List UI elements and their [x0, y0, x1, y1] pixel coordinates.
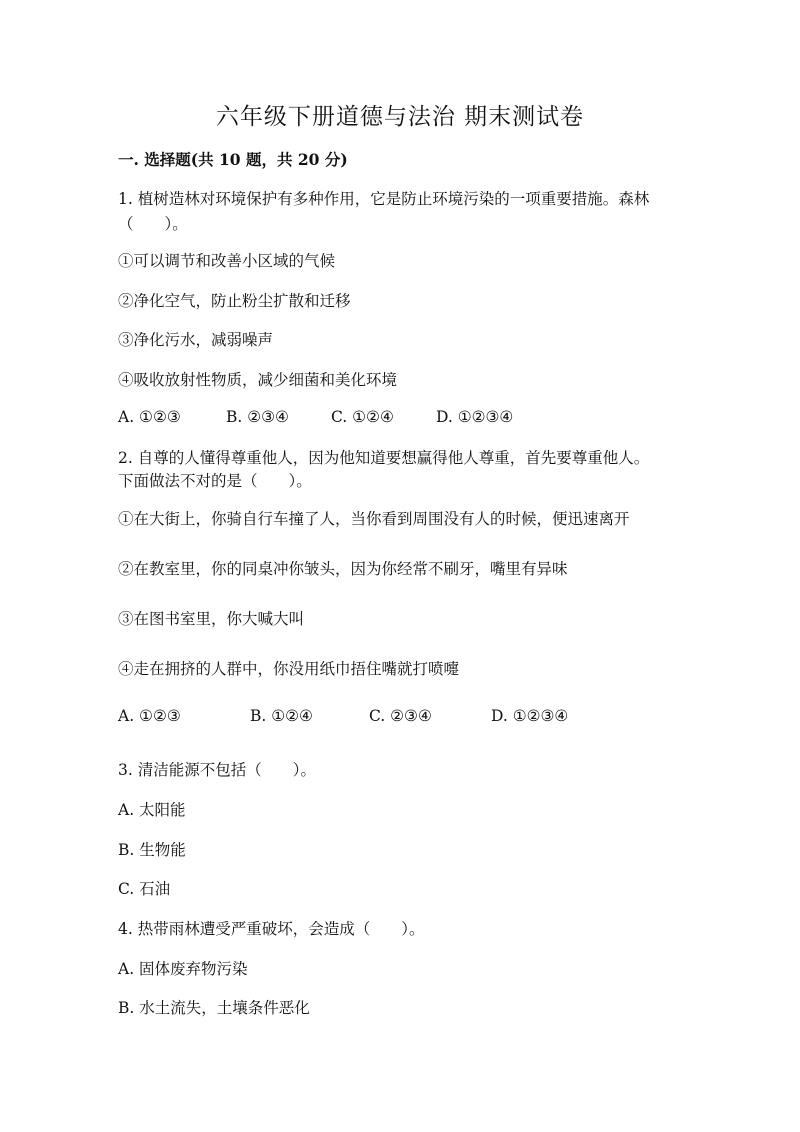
section-heading: 一. 选择题(共 10 题，共 20 分) — [118, 150, 348, 169]
q4-option-a: A. 固体废弃物污染 — [118, 960, 248, 978]
q1-item-1: ①可以调节和改善小区域的气候 — [118, 252, 336, 270]
q1-option-b: B. ②③④ — [226, 408, 289, 426]
q1-item-4: ④吸收放射性物质，减少细菌和美化环境 — [118, 371, 398, 389]
q3-stem: 3. 清洁能源不包括（ ）。 — [118, 761, 316, 779]
q1-stem-line2: （ ）。 — [118, 215, 188, 233]
q1-option-c: C. ①②④ — [331, 408, 394, 426]
q2-stem-line2: 下面做法不对的是（ ）。 — [118, 472, 312, 490]
q2-option-a: A. ①②③ — [118, 707, 181, 725]
q3-option-b: B. 生物能 — [118, 841, 186, 859]
q2-item-4: ④走在拥挤的人群中，你没用纸巾捂住嘴就打喷嚏 — [118, 660, 460, 678]
q1-item-2: ②净化空气，防止粉尘扩散和迁移 — [118, 292, 351, 310]
q2-stem-line1: 2. 自尊的人懂得尊重他人，因为他知道要想赢得他人尊重，首先要尊重他人。 — [118, 449, 650, 467]
q2-option-b: B. ①②④ — [250, 707, 313, 725]
q2-item-1: ①在大街上，你骑自行车撞了人，当你看到周围没有人的时候，便迅速离开 — [118, 510, 630, 528]
q2-item-2: ②在教室里，你的同桌冲你皱头，因为你经常不刷牙，嘴里有异味 — [118, 560, 568, 578]
q2-option-c: C. ②③④ — [369, 707, 432, 725]
q3-option-a: A. 太阳能 — [118, 801, 186, 819]
q2-item-3: ③在图书室里，你大喊大叫 — [118, 610, 305, 628]
q1-stem-line1: 1. 植树造林对环境保护有多种作用，它是防止环境污染的一项重要措施。森林 — [118, 190, 650, 208]
q1-option-a: A. ①②③ — [118, 408, 181, 426]
q2-option-d: D. ①②③④ — [491, 707, 569, 725]
q1-option-d: D. ①②③④ — [436, 408, 514, 426]
q4-stem: 4. 热带雨林遭受严重破坏，会造成（ ）。 — [118, 920, 425, 938]
q3-option-c: C. 石油 — [118, 880, 171, 898]
q4-option-b: B. 水土流失，土壤条件恶化 — [118, 999, 310, 1017]
page-title: 六年级下册道德与法治 期末测试卷 — [215, 104, 585, 130]
q1-item-3: ③净化污水，减弱噪声 — [118, 331, 274, 349]
